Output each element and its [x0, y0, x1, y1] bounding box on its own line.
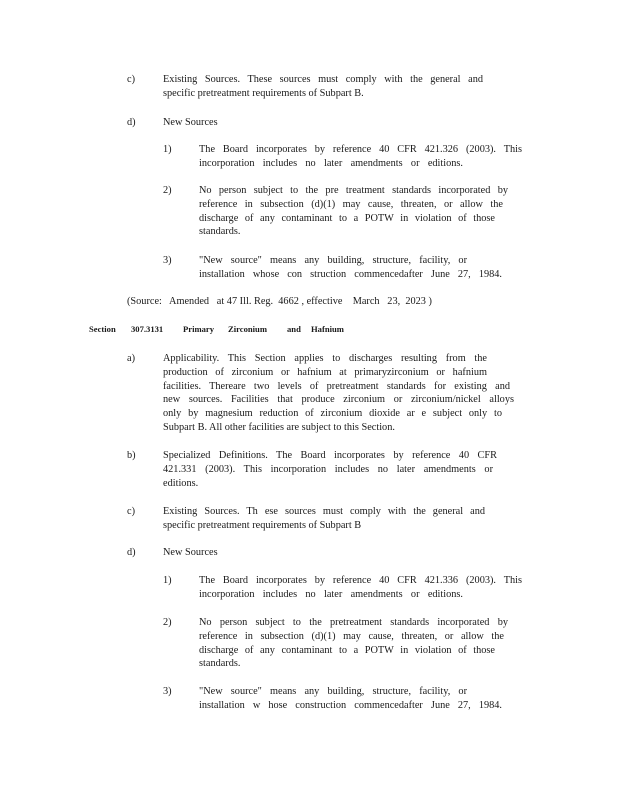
text-line: standards. — [199, 226, 241, 238]
item-label-1: 1) — [163, 144, 172, 155]
subsection-label-c: c) — [127, 74, 135, 85]
item-label-3: 3) — [163, 686, 172, 697]
item-label-3: 3) — [163, 255, 172, 266]
section-title-word: Hafnium — [311, 324, 344, 334]
subsection-a-text — [163, 352, 514, 435]
section-title-word: Primary — [183, 324, 215, 334]
text-line: The Board incorporates by reference 40 CFR 421.326 (2003). This — [199, 144, 522, 155]
text-line: Applicability. This Section applies to discharges resulting from the — [163, 353, 487, 364]
text-line: No person subject to the pretreatment standards incorporated by — [199, 617, 508, 628]
text-line: only by magnesium reduction of zirconium dioxide ar e subject only to — [163, 408, 502, 420]
section-number: 307.3131 — [131, 324, 164, 334]
text-line: Existing Sources. Th ese sources must comply with the general and — [163, 506, 485, 517]
subsection-label-c: c) — [127, 506, 135, 517]
item-1-text — [199, 574, 522, 602]
text-line: discharge of any contaminant to a POTW in violation of those — [199, 644, 495, 656]
item-3-text — [199, 685, 502, 713]
text-line: editions. — [163, 477, 199, 489]
text-line: incorporation includes no later amendments or editions. — [199, 157, 463, 169]
subsection-c-text — [163, 73, 483, 101]
item-label-2: 2) — [163, 617, 172, 628]
subsection-label-d: d) — [127, 117, 136, 128]
subsection-label-a: a) — [127, 353, 135, 364]
text-line: Subpart B. All other facilities are subject to this Section. — [163, 421, 395, 433]
subsection-d-title: New Sources — [163, 547, 218, 558]
item-label-2: 2) — [163, 185, 172, 196]
text-line: reference in subsection (d)(1) may cause, threaten, or allow the — [199, 198, 503, 210]
text-line: installation whose con struction commencedafter June 27, 1984. — [199, 268, 502, 280]
subsection-label-d: d) — [127, 547, 136, 558]
subsection-label-b: b) — [127, 450, 136, 461]
text-line: Specialized Definitions. The Board incorporates by reference 40 CFR — [163, 450, 497, 461]
text-line: specific pretreatment requirements of Subpart B — [163, 519, 362, 531]
item-3-text — [199, 254, 502, 282]
text-line: specific pretreatment requirements of Subpart B. — [163, 87, 364, 99]
source-note: (Source: Amended at 47 Ill. Reg. 4662 , effective March 23, 2023 ) — [127, 296, 432, 307]
item-label-1: 1) — [163, 575, 172, 586]
text-line: incorporation includes no later amendments or editions. — [199, 588, 463, 600]
subsection-d-title: New Sources — [163, 117, 218, 128]
subsection-b-text — [163, 449, 497, 490]
item-1-text — [199, 143, 522, 171]
text-line: "New source" means any building, structure, facility, or — [199, 686, 467, 697]
subsection-c-text — [163, 505, 485, 533]
text-line: discharge of any contaminant to a POTW in violation of those — [199, 212, 495, 224]
text-line: reference in subsection (d)(1) may cause, threaten, or allow the — [199, 630, 504, 642]
item-2-text — [199, 616, 508, 671]
text-line: "New source" means any building, structure, facility, or — [199, 255, 467, 266]
text-line: installation w hose construction commencedafter June 27, 1984. — [199, 699, 502, 711]
text-line: production of zirconium or hafnium at primaryzirconium or hafnium — [163, 366, 487, 378]
section-title-word: Zirconium — [228, 324, 267, 334]
text-line: new sources. Facilities that produce zirconium or zirconium/nickel alloys — [163, 394, 514, 406]
text-line: standards. — [199, 658, 241, 670]
text-line: No person subject to the pre treatment standards incorporated by — [199, 185, 508, 196]
text-line: facilities. Thereare two levels of pretreatment standards for existing and — [163, 380, 510, 392]
text-line: Existing Sources. These sources must comply with the general and — [163, 74, 483, 85]
section-title-word: and — [287, 324, 301, 334]
item-2-text — [199, 184, 508, 239]
text-line: The Board incorporates by reference 40 CFR 421.336 (2003). This — [199, 575, 522, 586]
text-line: 421.331 (2003). This incorporation includes no later amendments or — [163, 463, 493, 475]
section-label: Section — [89, 324, 116, 334]
